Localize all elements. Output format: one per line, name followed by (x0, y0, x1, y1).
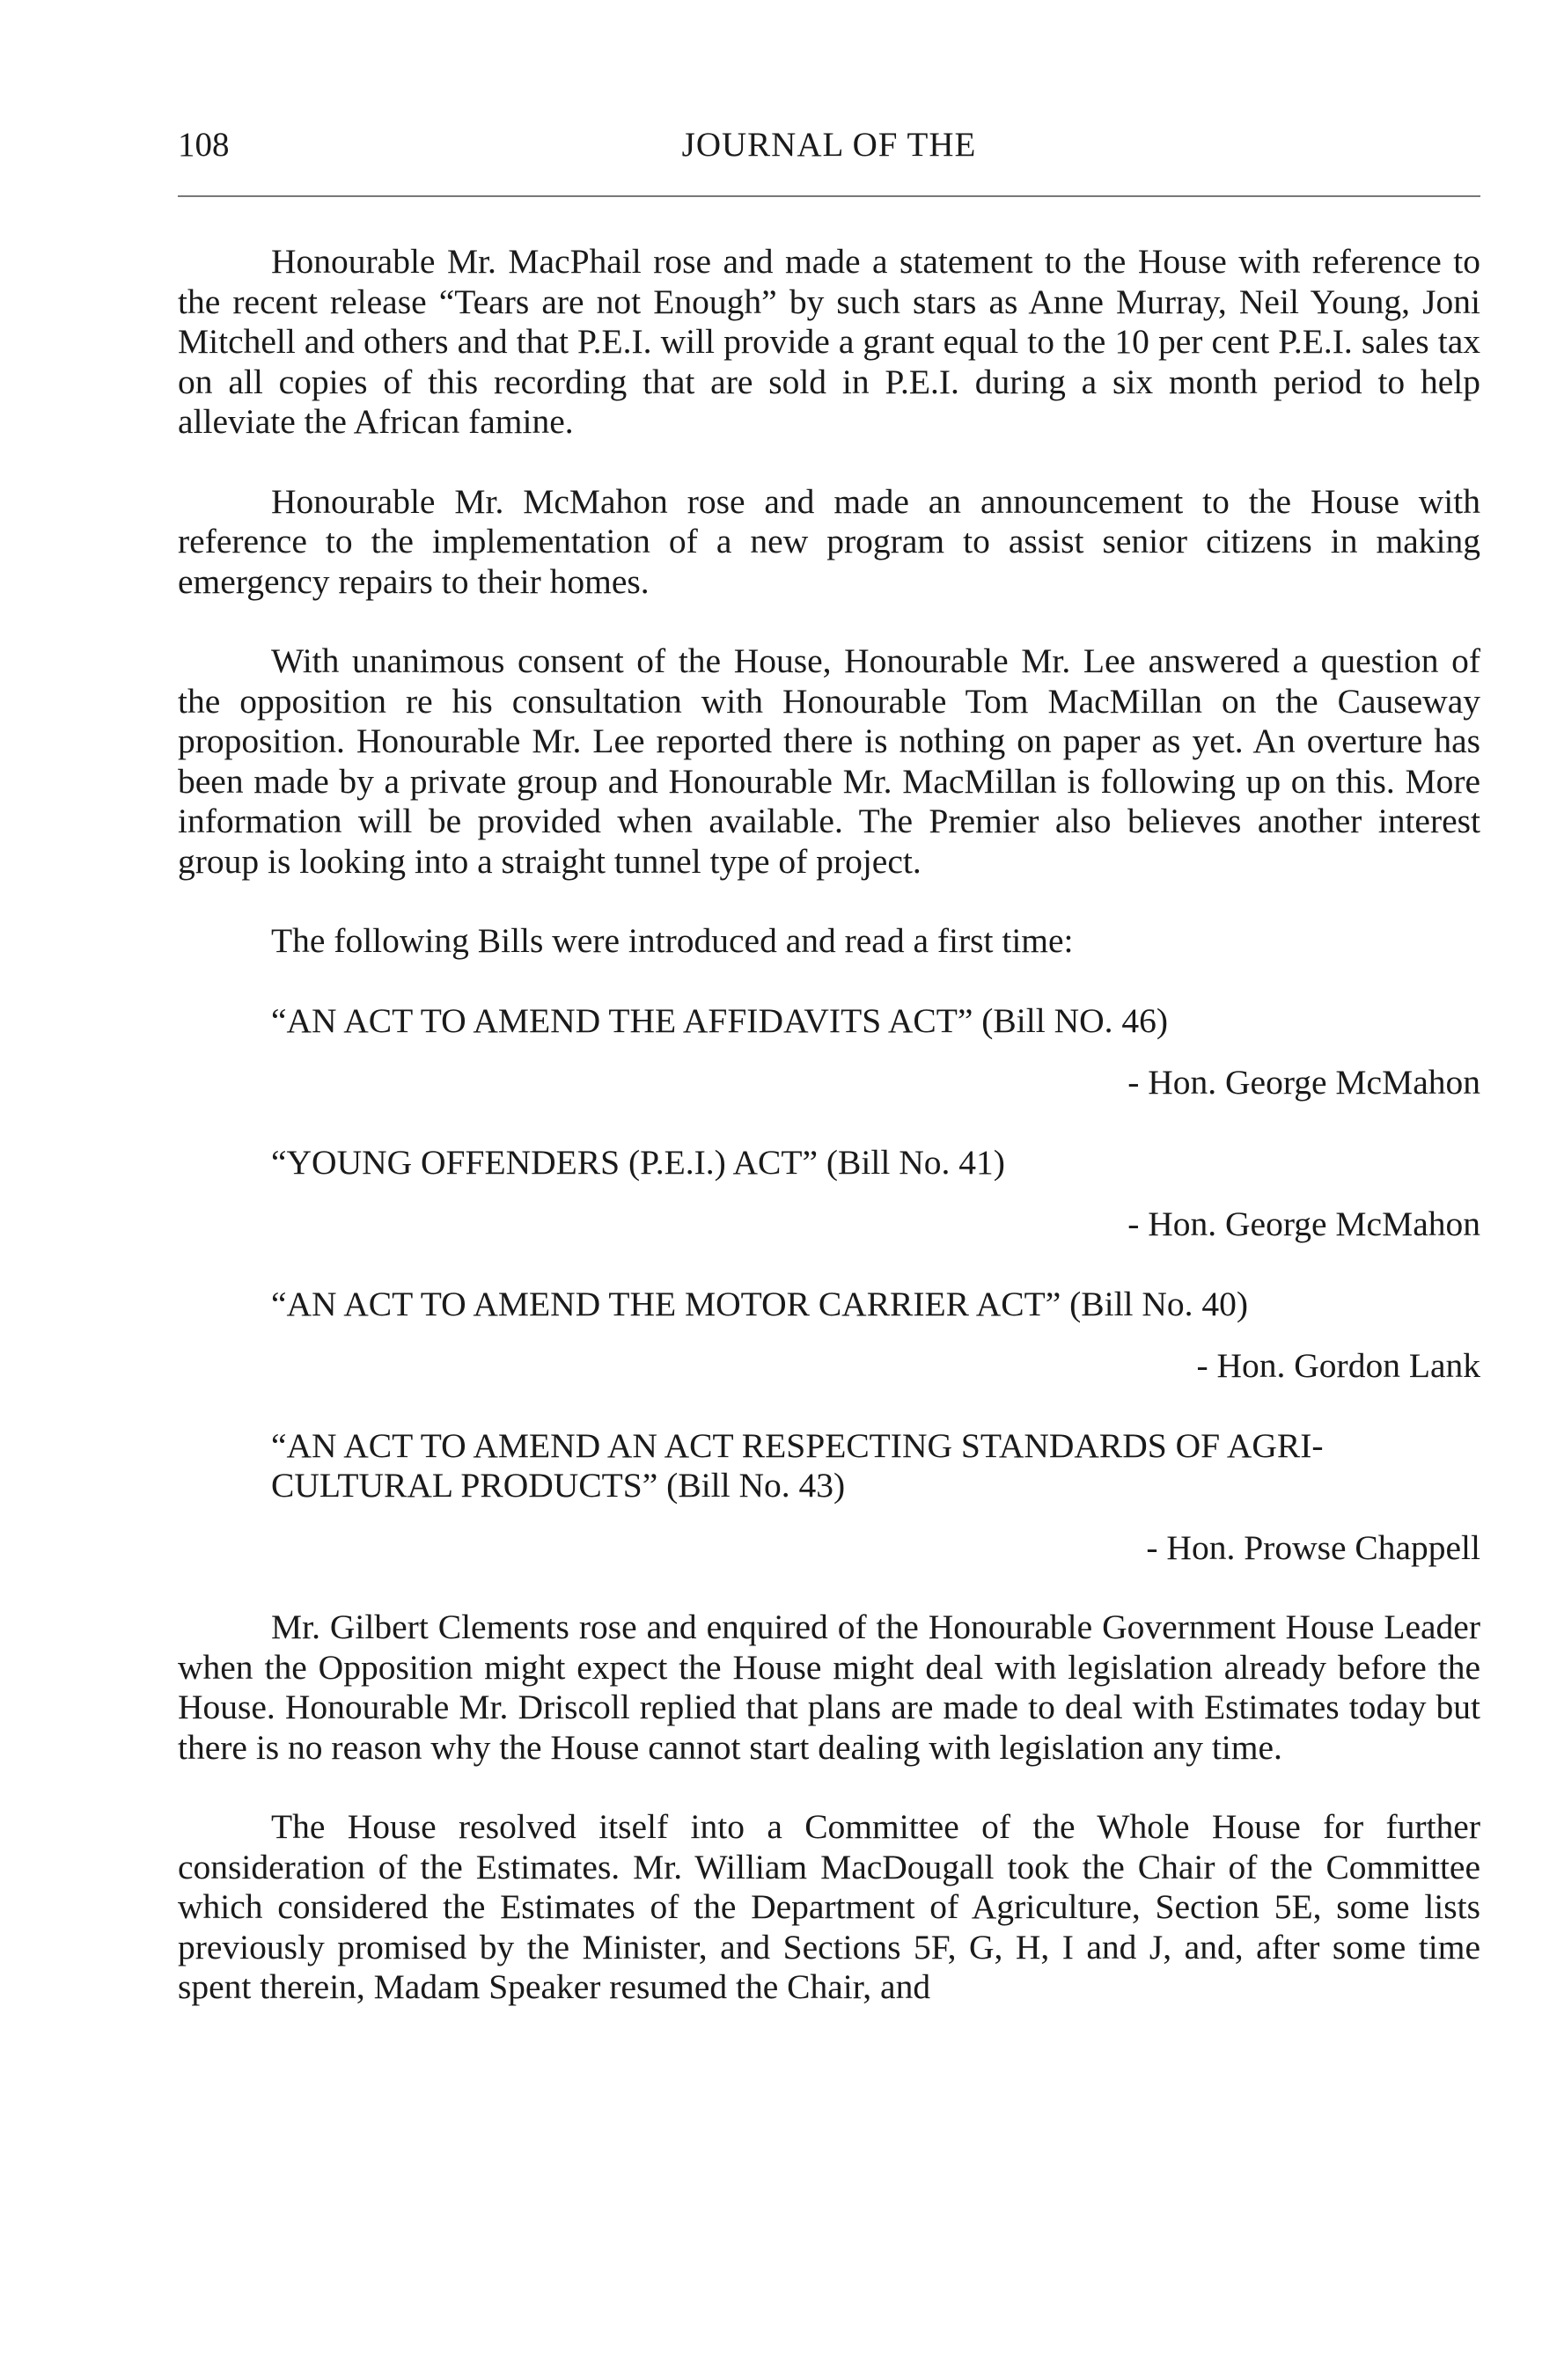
bill-sponsor: - Hon. George McMahon (1127, 1205, 1480, 1243)
bill-entry (178, 1143, 1480, 1245)
bill-sponsor: - Hon. Gordon Lank (1196, 1346, 1480, 1385)
bill-title: “AN ACT TO AMEND THE MOTOR CARRIER ACT” (Bill No. 40) (271, 1284, 1249, 1323)
paragraph-mcmahon-announcement: Honourable Mr. McMahon rose and made an announcement to the House with reference to the implementation of a new program to assist senior citizens in making emergency repairs to their homes. (178, 481, 1480, 601)
bill-entry (178, 1285, 1480, 1387)
page-number: 108 (178, 126, 230, 164)
bill-entry (178, 1001, 1480, 1103)
paragraph-clements-enquiry: Mr. Gilbert Clements rose and enquired of the Honourable Government House Leader when the Opposition might expect the House might deal with legislation already before the House. Honourable Mr. Driscoll replied that plans are made to deal with Estimates today but there is no reason why the House cannot start dealing with legislation any time. (178, 1607, 1480, 1767)
paragraph-macphail-statement: Honourable Mr. MacPhail rose and made a statement to the House with reference to the recent release “Tears are not Enough” by such stars as Anne Murray, Neil Young, Joni Mitchell and others and that P.E.I. will provide a grant equal to the 10 per cent P.E.I. sales tax on all copies of this recording that are sold in P.E.I. during a six month period to help alleviate the African famine. (178, 242, 1480, 441)
bill-title: “AN ACT TO AMEND AN ACT RESPECTING STANDARDS OF AGRICULTURAL PRODUCTS” (Bill No. 43) (271, 1425, 1324, 1505)
paragraph-committee-estimates: The House resolved itself into a Committee of the Whole House for further consideration of the Estimates. Mr. William MacDougall took the Chair of the Committee which considered the Estimates of the Department of Agriculture, Section 5E, some lists previously promised by the Minister, and Sections 5F, G, H, I and J, and, after some time spent therein, Madam Speaker resumed the Chair, and (178, 1807, 1480, 2006)
bill-sponsor: - Hon. George McMahon (1127, 1063, 1480, 1102)
page-header (178, 123, 1480, 176)
bill-title: “AN ACT TO AMEND THE AFFIDAVITS ACT” (Bill NO. 46) (271, 1000, 1169, 1040)
paragraph-lee-causeway: With unanimous consent of the House, Honourable Mr. Lee answered a question of the opposition re his consultation with Honourable Tom MacMillan on the Causeway proposition. Honourable Mr. Lee reported there is nothing on paper as yet. An overture has been made by a private group and Honourable Mr. MacMillan is following up on this. More information will be provided when available. The Premier also believes another interest group is looking into a straight tunnel type of project. (178, 641, 1480, 881)
running-title: JOURNAL OF THE (681, 126, 977, 164)
bill-title: “YOUNG OFFENDERS (P.E.I.) ACT” (Bill No. 41) (271, 1142, 1005, 1182)
header-divider (178, 195, 1480, 197)
page-body (178, 242, 1480, 2047)
bill-sponsor: - Hon. Prowse Chappell (1146, 1527, 1480, 1567)
bill-entry (178, 1426, 1480, 1569)
paragraph-bills-intro: The following Bills were introduced and read a first time: (271, 921, 1074, 960)
